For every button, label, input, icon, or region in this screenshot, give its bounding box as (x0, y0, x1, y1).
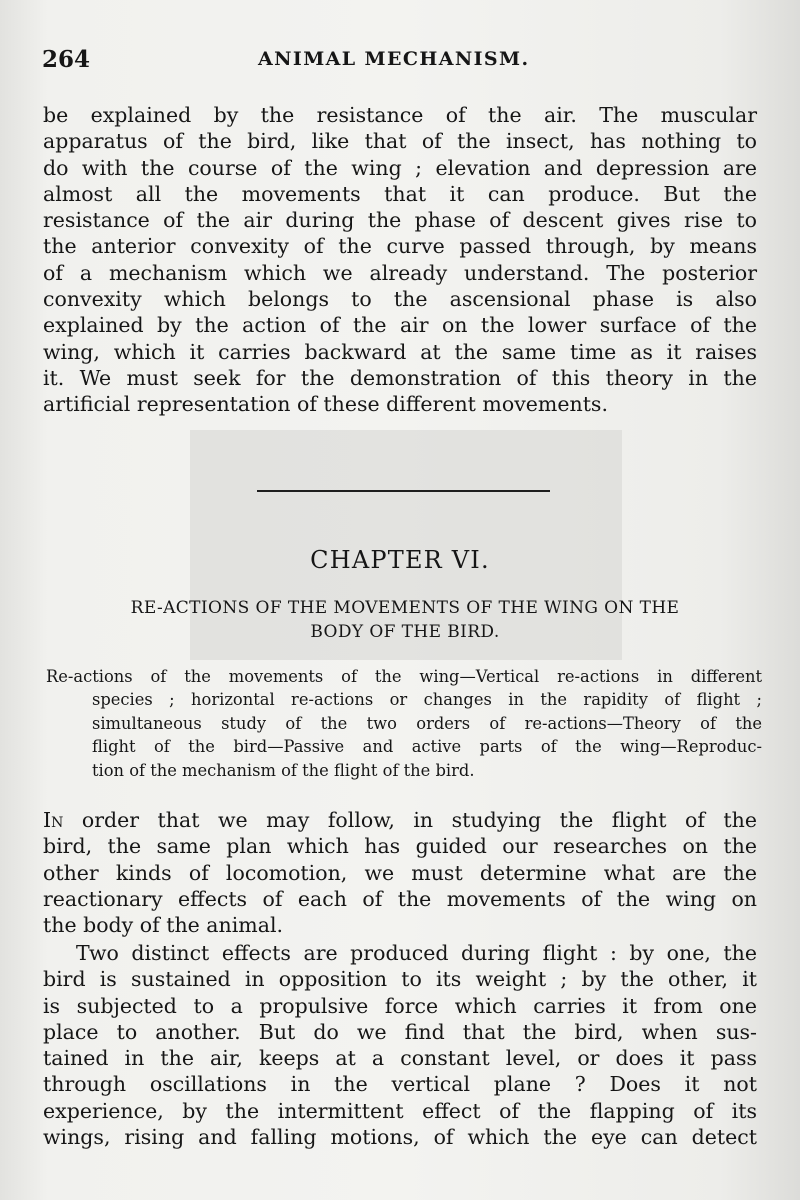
text-line (43, 807, 757, 833)
text-line: is subjected to a propulsive force which carries it from one (43, 993, 757, 1018)
synopsis-line: flight of the bird—Passive and active parts of the wing—Reproduc- (92, 737, 762, 757)
text-line: reactionary effects of each of the movements of the wing on (43, 886, 757, 911)
text-line: of a mechanism which we already understand. The posterior (43, 260, 757, 285)
text-line: the anterior convexity of the curve passed through, by means (43, 234, 757, 259)
paragraph-opening (43, 807, 757, 938)
chapter-subtitle-line: RE-ACTIONS OF THE MOVEMENTS OF THE WING ON THE (130, 598, 680, 618)
synopsis-line: simultaneous study of the two orders of re-actions—Theory of the (92, 713, 762, 733)
text-line: the body of the animal. (43, 913, 284, 938)
text-line: tained in the air, keeps at a constant level, or does it pass (43, 1046, 757, 1071)
text-line: be explained by the resistance of the air. The muscular (43, 103, 757, 127)
paragraph-continued (43, 102, 757, 418)
text-run: order that we may follow, in studying the flight of the (81, 808, 757, 832)
text-line: place to another. But do we find that the bird, when sus- (43, 1019, 757, 1044)
text-line: artificial representation of these different movements. (43, 392, 608, 417)
text-line: explained by the action of the air on the lower surface of the (43, 313, 757, 338)
text-line: wings, rising and falling motions, of which the eye can detect (43, 1125, 757, 1150)
text-line: bird is sustained in opposition to its weight ; by the other, it (43, 967, 757, 992)
text-line: through oscillations in the vertical plane ? Does it not (43, 1072, 757, 1097)
text-line: experience, by the intermittent effect of the flapping of its (43, 1098, 757, 1123)
text-line: resistance of the air during the phase of descent gives rise to (43, 208, 757, 233)
chapter-subtitle (58, 596, 752, 644)
text-line: bird, the same plan which has guided our researches on the (43, 834, 757, 859)
text-line: convexity which belongs to the ascensional phase is also (43, 287, 757, 312)
paragraph (43, 940, 757, 1150)
synopsis-line: species ; horizontal re-actions or changes in the rapidity of flight ; (92, 690, 762, 710)
text-line: wing, which it carries backward at the same time as it raises (43, 339, 757, 364)
text-line: almost all the movements that it can produce. But the (43, 181, 757, 206)
page-header (40, 46, 770, 76)
section-divider-rule (257, 490, 550, 492)
running-head: ANIMAL MECHANISM. (258, 48, 530, 70)
chapter-synopsis (46, 665, 762, 782)
text-line: other kinds of locomotion, we must determine what are the (43, 860, 757, 885)
text-line: it. We must seek for the demonstration of this theory in the (43, 365, 757, 390)
text-line: do with the course of the wing ; elevation and depression are (43, 155, 757, 180)
chapter-title: CHAPTER VI. (310, 546, 490, 574)
chapter-subtitle-line: BODY OF THE BIRD. (310, 622, 500, 642)
small-caps-lead: In (43, 808, 64, 832)
text-line: apparatus of the bird, like that of the insect, has nothing to (43, 129, 757, 154)
text-line: Two distinct effects are produced during flight : by one, the (76, 941, 757, 965)
synopsis-line: Re-actions of the movements of the wing—Vertical re-actions in different (46, 667, 762, 686)
page-number: 264 (42, 46, 91, 73)
synopsis-line: tion of the mechanism of the flight of the bird. (92, 760, 475, 780)
